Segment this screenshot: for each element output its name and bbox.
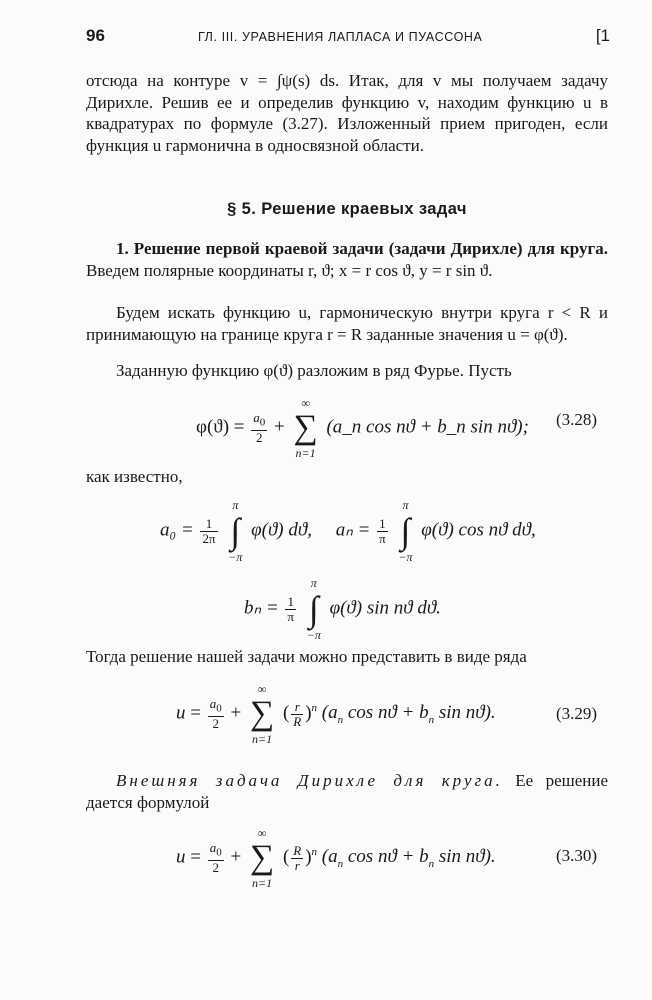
paragraph-solution: Тогда решение нашей задачи можно представить в виде ряда — [86, 647, 527, 666]
fraction-1-over-pi: $\frac{1}{\pi}$ — [379, 515, 386, 546]
eq-number-3-28: (3.28) — [556, 410, 598, 429]
paragraph-exterior — [86, 770, 608, 813]
integral-symbol: π ∫ −π — [398, 498, 413, 564]
sum-symbol: ∞ ∑ n=1 — [293, 396, 318, 460]
bn-label: bₙ = — [244, 597, 279, 619]
exterior-problem-title: Внешняя задача Дирихле для круга. — [116, 771, 503, 790]
fraction-R-over-r: $\frac{R}{r}$ — [293, 842, 302, 873]
integral-symbol: π ∫ −π — [306, 576, 321, 642]
fraction-r-over-R: $\frac{r}{R}$ — [293, 698, 302, 729]
an-integrand: φ(ϑ) cos nϑ dϑ, — [421, 519, 536, 541]
exterior-problem-text: Ее решение дается формулой — [86, 771, 609, 812]
subsection-heading: 1. Решение первой краевой задачи (задачи Дирихле) для круга. — [116, 239, 608, 258]
running-header — [86, 26, 610, 50]
running-title: ГЛ. III. УРАВНЕНИЯ ЛАПЛАСА И ПУАССОНА — [198, 30, 483, 44]
equation-coefficients-a — [160, 498, 536, 564]
sum-symbol: ∞ ∑ n=1 — [249, 682, 275, 746]
eq-number-3-30: (3.30) — [556, 846, 598, 865]
equation-3-29: u = $\frac{a_0}{2}$ + ∞ ∑ n=1 ( $\frac{r}{R}$ )$^n$ ($a_n$ $\cos nϑ + b_n$ sin nϑ). — [176, 682, 496, 746]
eq-number-3-29: (3.29) — [556, 704, 598, 723]
paragraph-harmonic: Будем искать функцию u, гармоническую внутри круга r < R и принимающую на границе круга r = R заданные значения u = φ(ϑ). — [86, 303, 608, 344]
sum-symbol: ∞ ∑ n=1 — [249, 826, 275, 890]
a0-label: a₀ = — [160, 519, 194, 541]
equation-3-30: u = $\frac{a_0}{2}$ + ∞ ∑ n=1 ( $\frac{R}{r}$ )$^n$ ($a_n$ $\cos nϑ + b_n$ sin nϑ). — [176, 826, 496, 890]
fraction-a0-over-2: $\frac{a_0}{2}$ — [209, 696, 222, 731]
an-label: aₙ = — [335, 519, 371, 541]
integral-symbol: π ∫ −π — [228, 498, 243, 564]
fraction-1-over-pi: $\frac{1}{\pi}$ — [287, 593, 294, 624]
fraction-a0-over-2: $\frac{a_0}{2}$ — [209, 840, 222, 875]
section-title: § 5. Решение краевых задач — [227, 200, 467, 218]
bn-integrand: φ(ϑ) sin nϑ dϑ. — [329, 597, 441, 619]
fraction-1-over-2pi: $\frac{1}{2\pi}$ — [202, 515, 216, 546]
eq328-body: (a_n cos nϑ + b_n sin nϑ); — [326, 416, 529, 438]
subsection-text: Введем полярные координаты r, ϑ; x = r cos ϑ, y = r sin ϑ. — [86, 260, 493, 280]
paragraph-intro: отсюда на контуре v = ∫ψ(s) ds. Итак, для v мы получаем задачу Дирихле. Решив ее и определив функцию v, находим функцию u в квадратурах по формуле (3.27). Изложенный прием пригоден, если функция u гармонична в односвязной области. — [86, 71, 608, 155]
a0-integrand: φ(ϑ) dϑ, — [251, 519, 312, 541]
paragraph-fourier: Заданную функцию φ(ϑ) разложим в ряд Фурье. Пусть — [116, 361, 512, 380]
subsection-paragraph — [86, 238, 608, 281]
right-mark: [1 — [595, 26, 610, 45]
as-known-text: как известно, — [86, 467, 183, 486]
eq328-lhs: φ(ϑ) = — [196, 416, 245, 438]
page-number: 96 — [86, 26, 105, 45]
fraction-a0-over-2: $\frac{a_0}{2}$ — [253, 410, 266, 445]
equation-coefficient-b — [244, 576, 441, 642]
equation-3-28: φ(ϑ) = $\frac{a_0}{2}$ + ∞ ∑ n=1 (a_n cos nϑ + b_n sin nϑ); — [196, 396, 529, 460]
